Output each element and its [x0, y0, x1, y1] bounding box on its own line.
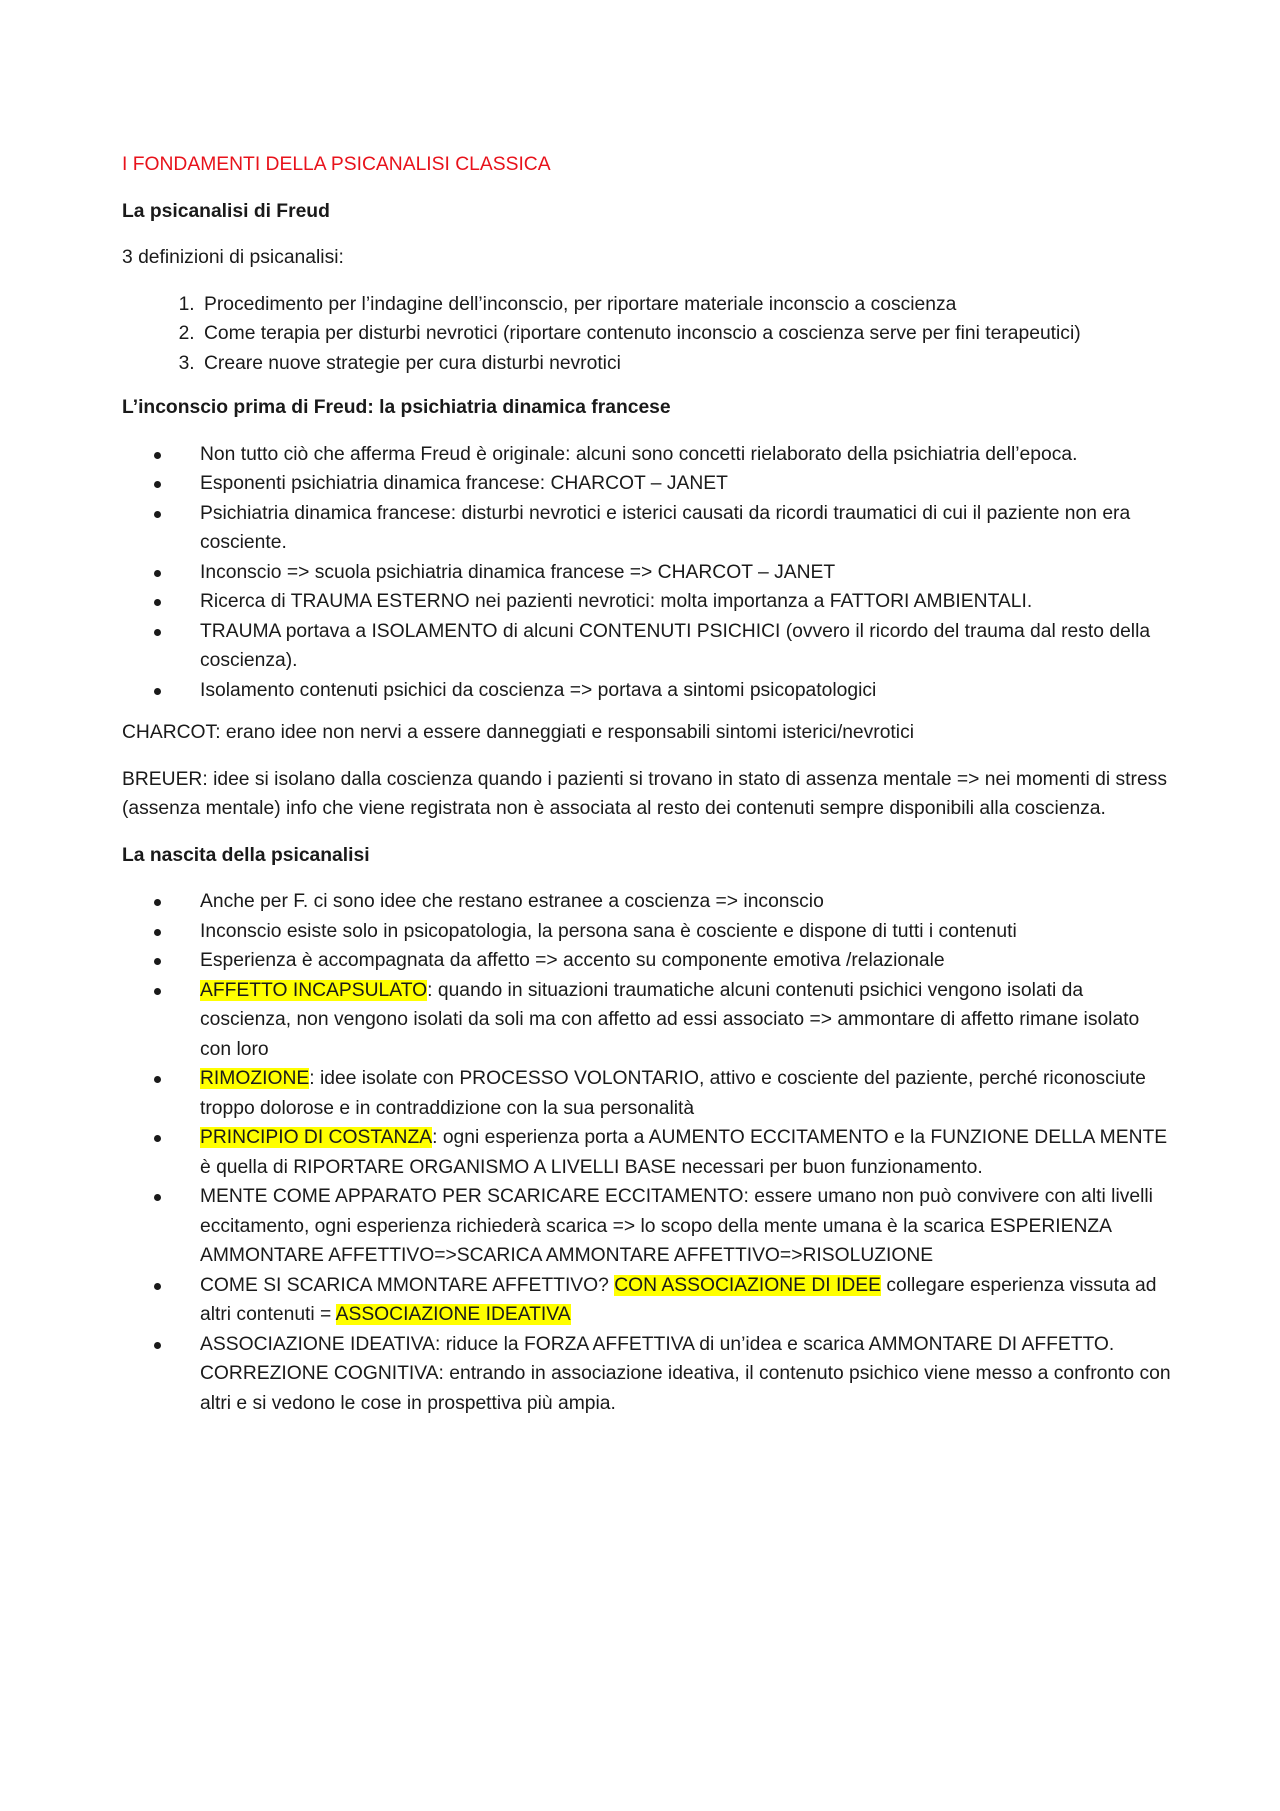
definitions-intro: 3 definizioni di psicanalisi:: [122, 247, 344, 268]
list-item-text: : idee isolate con PROCESSO VOLONTARIO, attivo e cosciente del paziente, perché riconosciute troppo dolorose e in contraddizione con la sua personalità: [200, 1068, 1146, 1119]
list-item: [200, 1123, 1172, 1182]
list-item: Non tutto ciò che afferma Freud è originale: alcuni sono concetti rielaborato della psichiatria dell’epoca.: [200, 440, 1172, 470]
section-heading-inconscio: L’inconscio prima di Freud: la psichiatria dinamica francese: [122, 397, 671, 418]
highlighted-term: RIMOZIONE: [200, 1068, 310, 1089]
list-item: ASSOCIAZIONE IDEATIVA: riduce la FORZA AFFETTIVA di un’idea e scarica AMMONTARE DI AFFETTO. CORREZIONE COGNITIVA: entrando in associazione ideativa, il contenuto psichico viene messo a confronto con altri e si vedono le cose in prospettiva più ampia.: [200, 1330, 1172, 1419]
list-item-text: : quando in situazioni traumatiche alcuni contenuti psichici vengono isolati da coscienza, non vengono isolati da soli ma con affetto ad essi associato => ammontare di affetto rimane isolato con loro: [200, 979, 1140, 1060]
list-item: Inconscio => scuola psichiatria dinamica francese => CHARCOT – JANET: [200, 558, 1172, 588]
list-item: Inconscio esiste solo in psicopatologia, la persona sana è cosciente e dispone di tutti i contenuti: [200, 917, 1172, 947]
list-item: Esponenti psichiatria dinamica francese: CHARCOT – JANET: [200, 469, 1172, 499]
list-item-text: : ogni esperienza porta a AUMENTO ECCITAMENTO e la FUNZIONE DELLA MENTE è quella di RIPORTARE ORGANISMO A LIVELLI BASE necessari per buon funzionamento.: [200, 1127, 1168, 1178]
document-title: I FONDAMENTI DELLA PSICANALISI CLASSICA: [122, 154, 551, 175]
list-item-text: collegare esperienza vissuta ad altri contenuti =: [200, 1274, 1157, 1325]
list-item: Isolamento contenuti psichici da coscienza => portava a sintomi psicopatologici: [200, 676, 1172, 706]
list-item: [200, 1271, 1172, 1330]
list-item: Anche per F. ci sono idee che restano estranee a coscienza => inconscio: [200, 887, 1172, 917]
inconscio-bullet-list: [122, 440, 1172, 706]
list-item: Ricerca di TRAUMA ESTERNO nei pazienti nevrotici: molta importanza a FATTORI AMBIENTALI.: [200, 587, 1172, 617]
list-item-text: COME SI SCARICA MMONTARE AFFETTIVO?: [200, 1274, 615, 1296]
list-item: 2. Come terapia per disturbi nevrotici (riportare contenuto inconscio a coscienza serve per fini terapeutici): [200, 319, 1172, 349]
list-item: [200, 1064, 1172, 1123]
list-item: [200, 976, 1172, 1065]
list-item: Psichiatria dinamica francese: disturbi nevrotici e isterici causati da ricordi traumatici di cui il paziente non era cosciente.: [200, 499, 1172, 558]
section-heading-nascita: La nascita della psicanalisi: [122, 844, 370, 866]
list-item: TRAUMA portava a ISOLAMENTO di alcuni CONTENUTI PSICHICI (ovvero il ricordo del trauma dal resto della coscienza).: [200, 617, 1172, 676]
breuer-paragraph: BREUER: idee si isolano dalla coscienza quando i pazienti si trovano in stato di assenza mentale => nei momenti di stress (assenza mentale) info che viene registrata non è associata al resto dei contenuti sempre disponibili alla coscienza.: [122, 768, 1167, 819]
nascita-bullet-list: [122, 887, 1172, 1418]
definitions-list: [122, 290, 1172, 379]
highlighted-term: AFFETTO INCAPSULATO: [200, 979, 428, 1001]
list-item: MENTE COME APPARATO PER SCARICARE ECCITAMENTO: essere umano non può convivere con alti livelli eccitamento, ogni esperienza richiederà scarica => lo scopo della mente umana è la scarica ESPERIENZA AMMONTARE AFFETTIVO=>SCARICA AMMONTARE AFFETTIVO=>RISOLUZIONE: [200, 1182, 1172, 1271]
highlighted-term: CON ASSOCIAZIONE DI IDEE: [614, 1274, 882, 1296]
list-item: 1. Procedimento per l’indagine dell’inconscio, per riportare materiale inconscio a coscienza: [200, 290, 1172, 320]
document-page: [122, 150, 1172, 1435]
charcot-paragraph: CHARCOT: erano idee non nervi a essere danneggiati e responsabili sintomi isterici/nevrotici: [122, 722, 914, 743]
list-item: 3. Creare nuove strategie per cura disturbi nevrotici: [200, 349, 1172, 379]
section-heading-freud: La psicanalisi di Freud: [122, 200, 330, 222]
highlighted-term: PRINCIPIO DI COSTANZA: [200, 1127, 433, 1148]
highlighted-term: ASSOCIAZIONE IDEATIVA: [335, 1304, 571, 1325]
list-item: Esperienza è accompagnata da affetto => accento su componente emotiva /relazionale: [200, 946, 1172, 976]
